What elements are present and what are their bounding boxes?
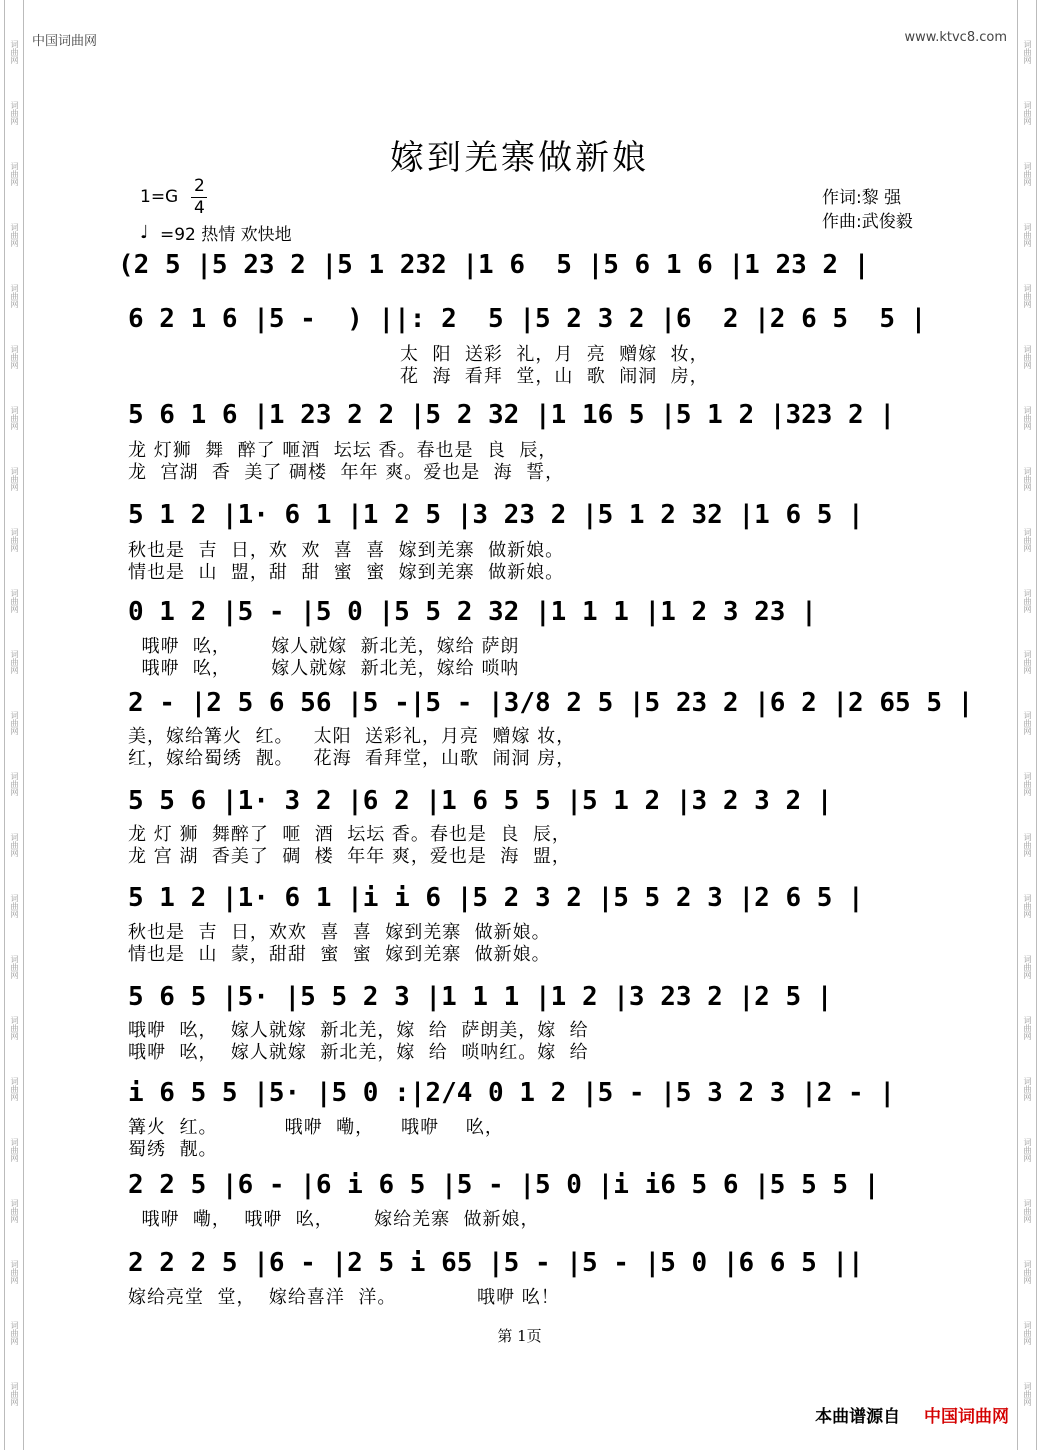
side-watermark-mark: 词曲网 [1023, 650, 1032, 674]
system-2-lyrics-1: 太 阳 送彩 礼，月 亮 赠嫁 妆， [400, 344, 709, 365]
system-11-notes: 2 2 5 |6 - |6 i 6 5 |5 - |5 0 |i i6 5 6 |5 5 5 | [128, 1170, 880, 1200]
system-9-notes: 5 6 5 |5· |5 5 2 3 |1 1 1 |1 2 |3 23 2 |2 5 | [128, 982, 833, 1012]
side-watermark-mark: 词曲网 [1023, 528, 1032, 552]
side-watermark-mark: 词曲网 [10, 101, 19, 125]
side-watermark-mark: 词曲网 [10, 1016, 19, 1040]
side-watermark-mark: 词曲网 [10, 467, 19, 491]
system-7-lyrics-2: 龙 宫 湖 香美了 碉 楼 年年 爽，爱也是 海 盟， [128, 846, 571, 867]
side-watermark-mark: 词曲网 [10, 223, 19, 247]
side-watermark-mark: 词曲网 [1023, 345, 1032, 369]
system-1-notes: (2 5 |5 23 2 |5 1 232 |1 6 5 |5 6 1 6 |1 23 2 | [118, 250, 870, 280]
system-2-lyrics-2: 花 海 看拜 堂，山 歌 闹洞 房， [400, 366, 709, 387]
system-4-lyrics-2: 情也是 山 盟，甜 甜 蜜 蜜 嫁到羌寨 做新娘。 [128, 562, 565, 583]
system-6-lyrics-1: 美，嫁给篝火 红。 太阳 送彩礼，月亮 赠嫁 妆， [128, 726, 576, 747]
side-watermark-mark: 词曲网 [10, 345, 19, 369]
system-5-lyrics-2: 哦咿 吆， 嫁人就嫁 新北羌，嫁给 唢呐 [128, 658, 520, 679]
system-8-lyrics-2: 情也是 山 蒙，甜甜 蜜 蜜 嫁到羌寨 做新娘。 [128, 944, 551, 965]
left-watermark-strip [4, 0, 24, 1450]
system-10-notes: i 6 5 5 |5· |5 0 :|2/4 0 1 2 |5 - |5 3 2 3 |2 - | [128, 1078, 896, 1108]
lyricist-credit: 作词:黎 强 [822, 188, 902, 208]
system-12-lyrics-1: 嫁给亮堂 堂， 嫁给喜洋 洋。 哦咿 吆！ [128, 1287, 560, 1308]
side-watermark-mark: 词曲网 [1023, 894, 1032, 918]
side-watermark-mark: 词曲网 [10, 1138, 19, 1162]
side-watermark-mark: 词曲网 [1023, 162, 1032, 186]
side-watermark-mark: 词曲网 [1023, 1199, 1032, 1223]
system-4-notes: 5 1 2 |1· 6 1 |1 2 5 |3 23 2 |5 1 2 32 |1 6 5 | [128, 500, 864, 530]
side-watermark-mark: 词曲网 [1023, 1077, 1032, 1101]
side-watermark-mark: 词曲网 [10, 40, 19, 64]
side-watermark-mark: 词曲网 [10, 284, 19, 308]
source-site-link[interactable]: 中国词曲网 [924, 1407, 1009, 1427]
system-7-lyrics-1: 龙 灯 狮 舞醉了 咂 酒 坛坛 香。春也是 良 辰， [128, 824, 571, 845]
system-12-notes: 2 2 2 5 |6 - |2 5 i 65 |5 - |5 - |5 0 |6 6 5 || [128, 1248, 864, 1278]
side-watermark-mark: 词曲网 [1023, 589, 1032, 613]
source-credit [815, 1402, 1009, 1427]
side-watermark-mark: 词曲网 [1023, 223, 1032, 247]
side-watermark-mark: 词曲网 [1023, 1016, 1032, 1040]
side-watermark-mark: 词曲网 [1023, 711, 1032, 735]
composer-credit: 作曲:武俊毅 [822, 212, 913, 232]
side-watermark-mark: 词曲网 [10, 833, 19, 857]
system-3-lyrics-2: 龙 宫湖 香 美了 碉楼 年年 爽。爱也是 海 誓， [128, 462, 565, 483]
side-watermark-mark: 词曲网 [10, 1260, 19, 1284]
system-6-notes: 2 - |2 5 6 56 |5 -|5 - |3/8 2 5 |5 23 2 |6 2 |2 65 5 | [128, 688, 974, 718]
header-right-site[interactable]: www.ktvc8.com [904, 30, 1007, 45]
header-left-site[interactable]: 中国词曲网 [32, 34, 98, 49]
system-8-lyrics-1: 秋也是 吉 日，欢欢 喜 喜 嫁到羌寨 做新娘。 [128, 922, 551, 943]
source-label: 本曲谱源自 [815, 1407, 901, 1427]
page-number: 第 1页 [497, 1327, 542, 1345]
system-8-notes: 5 1 2 |1· 6 1 |i i 6 |5 2 3 2 |5 5 2 3 |2 6 5 | [128, 883, 864, 913]
key-signature: 1=G [140, 187, 179, 207]
side-watermark-mark: 词曲网 [10, 650, 19, 674]
system-2-notes: 6 2 1 6 |5 - ) ||: 2 5 |5 2 3 2 |6 2 |2 6 5 5 | [128, 304, 927, 334]
system-3-notes: 5 6 1 6 |1 23 2 2 |5 2 32 |1 16 5 |5 1 2 |323 2 | [128, 400, 896, 430]
side-watermark-mark: 词曲网 [10, 772, 19, 796]
side-watermark-mark: 词曲网 [1023, 40, 1032, 64]
side-watermark-mark: 词曲网 [1023, 467, 1032, 491]
side-watermark-mark: 词曲网 [1023, 955, 1032, 979]
side-watermark-mark: 词曲网 [1023, 1260, 1032, 1284]
system-10-lyrics-1: 篝火 红。 哦咿 嘞， 哦咿 吆， [128, 1117, 504, 1138]
side-watermark-mark: 词曲网 [10, 528, 19, 552]
side-watermark-mark: 词曲网 [10, 1321, 19, 1345]
system-9-lyrics-2: 哦咿 吆， 嫁人就嫁 新北羌，嫁 给 唢呐红。嫁 给 [128, 1042, 589, 1063]
time-sig-top: 2 [194, 176, 205, 196]
system-10-lyrics-2: 蜀绣 靓。 [128, 1139, 218, 1160]
system-4-lyrics-1: 秋也是 吉 日，欢 欢 喜 喜 嫁到羌寨 做新娘。 [128, 540, 565, 561]
system-9-lyrics-1: 哦咿 吆， 嫁人就嫁 新北羌，嫁 给 萨朗美，嫁 给 [128, 1020, 589, 1041]
side-watermark-mark: 词曲网 [10, 711, 19, 735]
side-watermark-mark: 词曲网 [1023, 772, 1032, 796]
system-7-notes: 5 5 6 |1· 3 2 |6 2 |1 6 5 5 |5 1 2 |3 2 3 2 | [128, 786, 833, 816]
tempo-marking: =92 热情 欢快地 [160, 225, 292, 245]
side-watermark-mark: 词曲网 [10, 406, 19, 430]
side-watermark-mark: 词曲网 [10, 1382, 19, 1406]
side-watermark-mark: 词曲网 [1023, 1382, 1032, 1406]
side-watermark-mark: 词曲网 [1023, 406, 1032, 430]
system-5-notes: 0 1 2 |5 - |5 0 |5 5 2 32 |1 1 1 |1 2 3 23 | [128, 597, 817, 627]
side-watermark-mark: 词曲网 [10, 894, 19, 918]
time-sig-bottom: 4 [194, 198, 205, 218]
side-watermark-mark: 词曲网 [1023, 833, 1032, 857]
right-watermark-strip [1017, 0, 1037, 1450]
side-watermark-mark: 词曲网 [10, 1077, 19, 1101]
side-watermark-mark: 词曲网 [10, 162, 19, 186]
quarter-note-icon: ♩ [140, 222, 149, 243]
side-watermark-mark: 词曲网 [1023, 1321, 1032, 1345]
system-11-lyrics-1: 哦咿 嘞， 哦咿 吆， 嫁给羌寨 做新娘， [128, 1209, 540, 1230]
side-watermark-mark: 词曲网 [10, 955, 19, 979]
side-watermark-mark: 词曲网 [1023, 284, 1032, 308]
side-watermark-mark: 词曲网 [10, 589, 19, 613]
song-title: 嫁到羌寨做新娘 [390, 138, 649, 178]
side-watermark-mark: 词曲网 [1023, 1138, 1032, 1162]
side-watermark-mark: 词曲网 [10, 1199, 19, 1223]
side-watermark-mark: 词曲网 [1023, 101, 1032, 125]
system-3-lyrics-1: 龙 灯狮 舞 醉了 咂酒 坛坛 香。春也是 良 辰， [128, 440, 558, 461]
system-5-lyrics-1: 哦咿 吆， 嫁人就嫁 新北羌，嫁给 萨朗 [128, 636, 520, 657]
system-6-lyrics-2: 红，嫁给蜀绣 靓。 花海 看拜堂，山歌 闹洞 房， [128, 748, 576, 769]
